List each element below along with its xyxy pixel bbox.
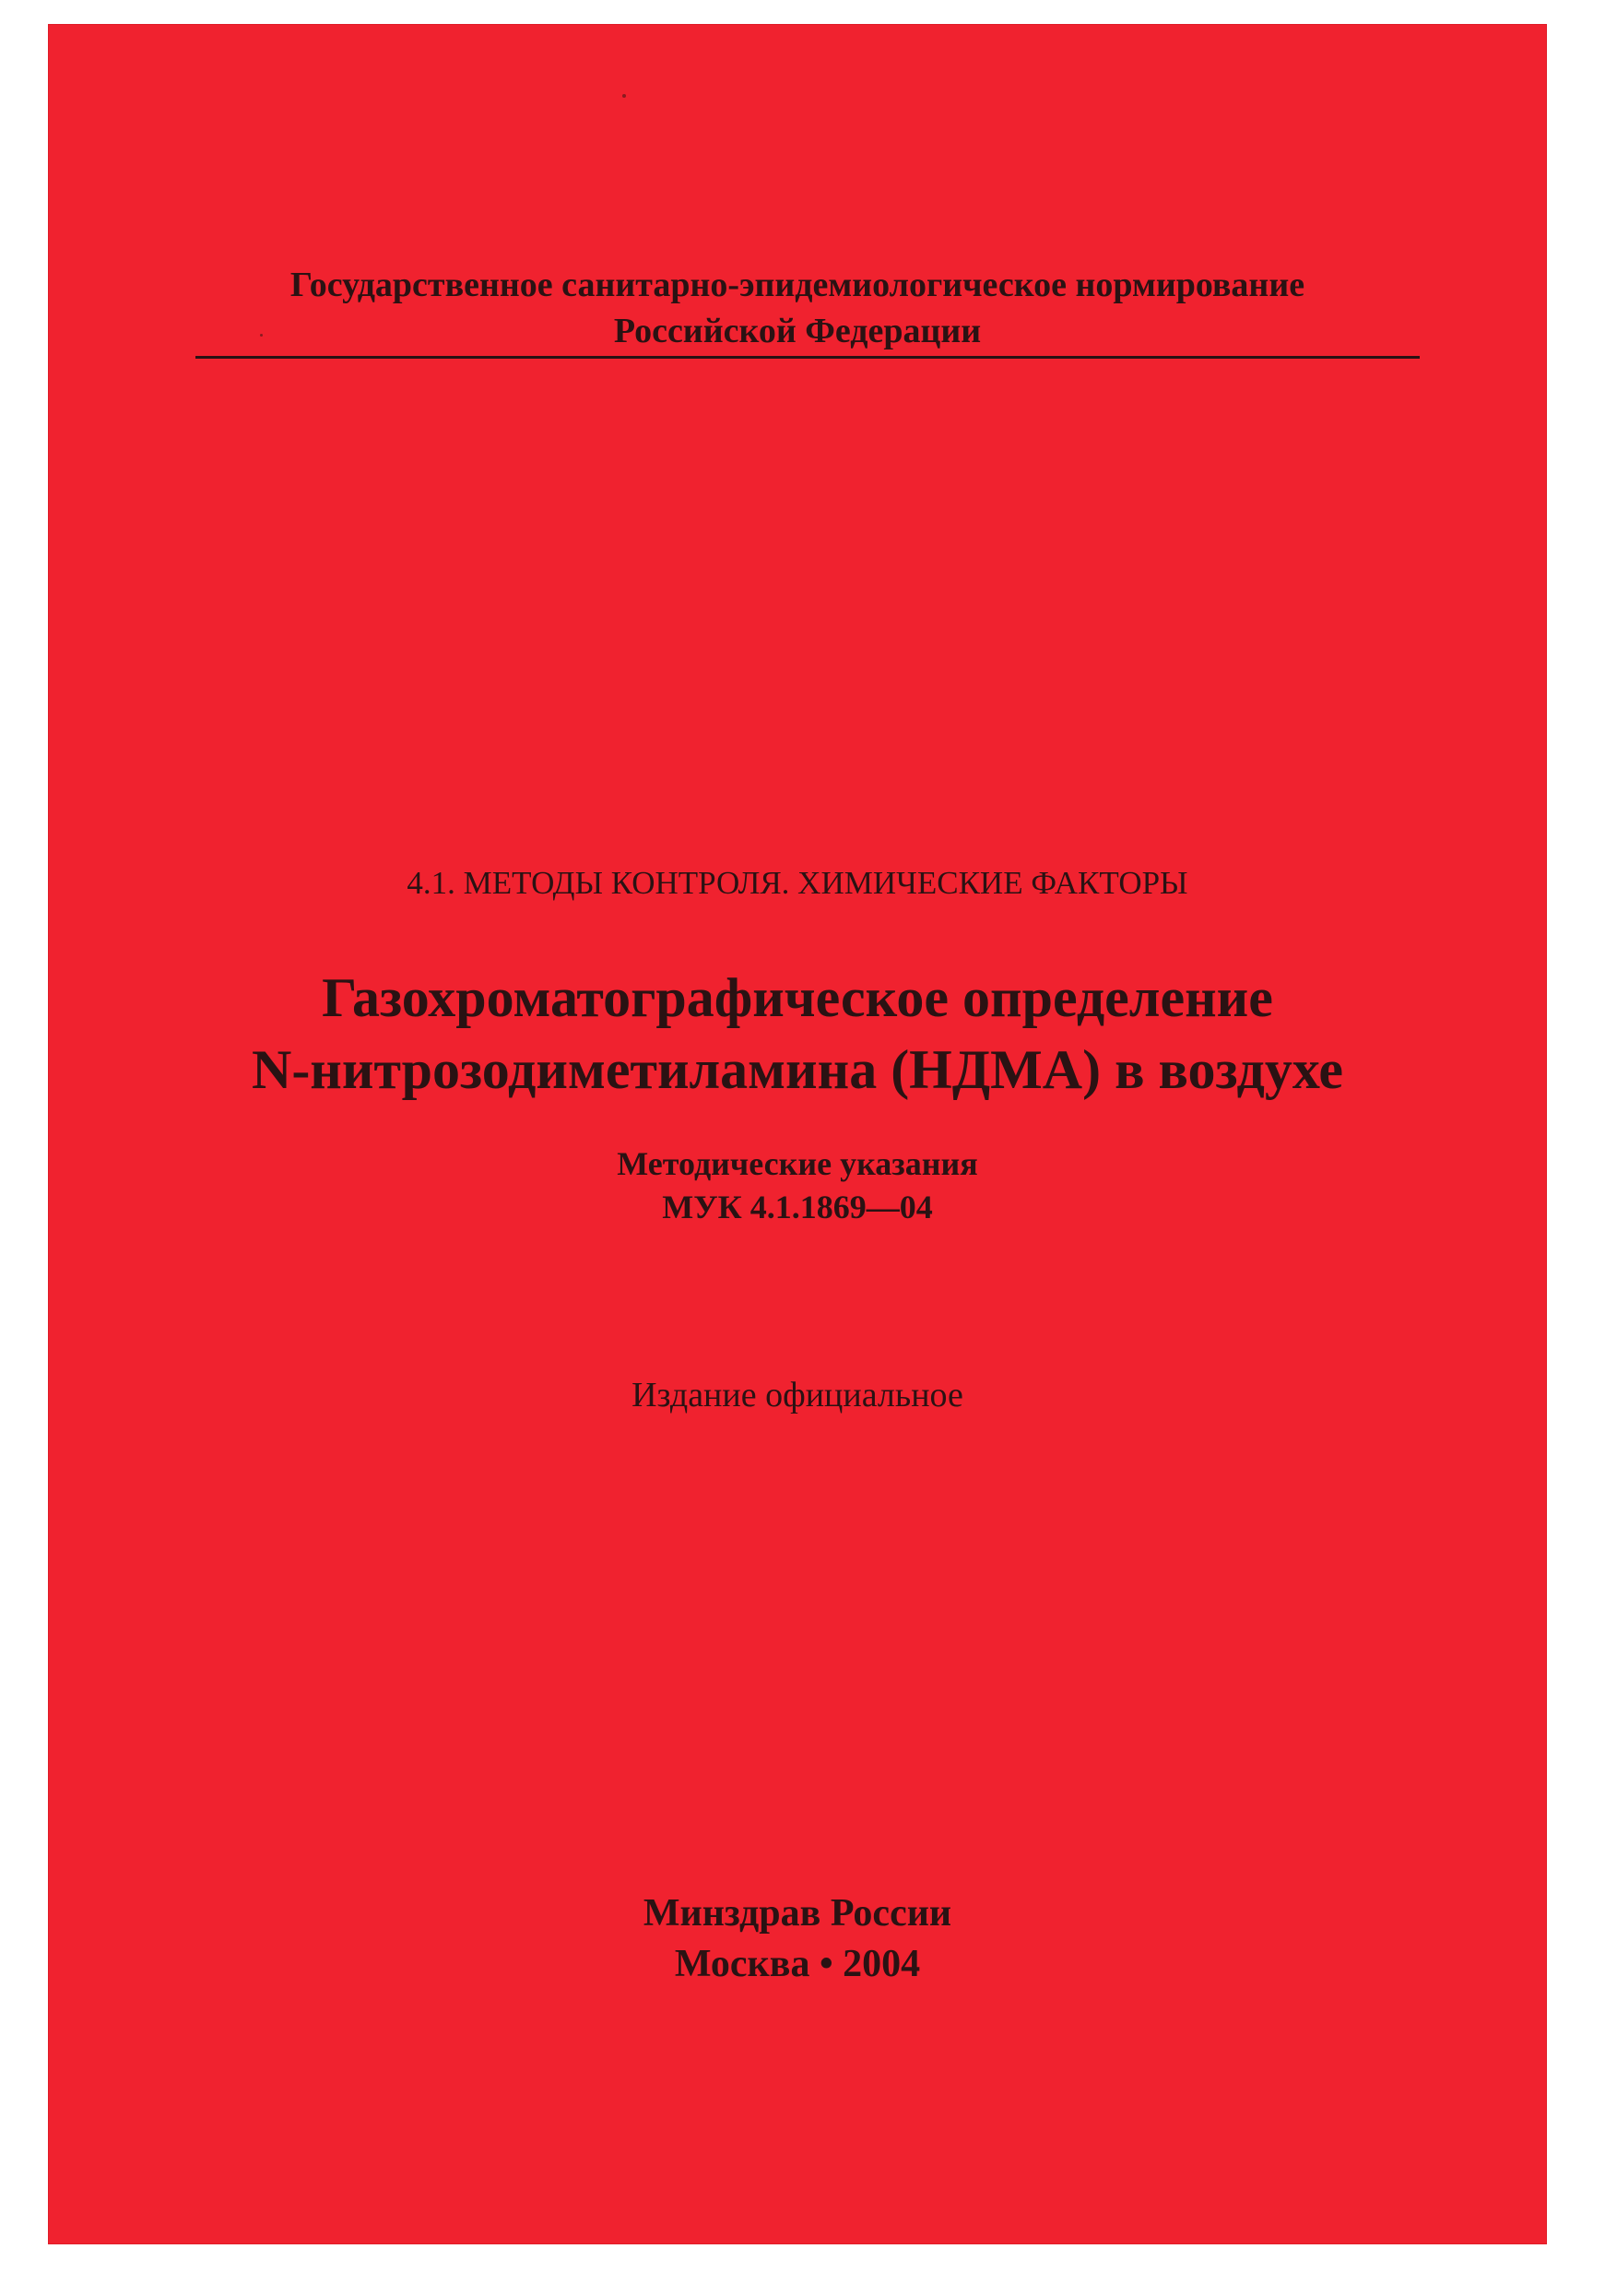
- document-title-line-2: N-нитрозодиметиламина (НДМА) в воздухе: [252, 1039, 1343, 1100]
- edition-note: Издание официальное: [631, 1376, 963, 1414]
- paper-speck: [622, 94, 626, 98]
- book-cover: [48, 24, 1547, 2244]
- publisher-city-year: Москва • 2004: [674, 1943, 921, 1985]
- document-code: МУК 4.1.1869—04: [662, 1189, 933, 1225]
- series-heading: 4.1. МЕТОДЫ КОНТРОЛЯ. ХИМИЧЕСКИЕ ФАКТОРЫ: [407, 865, 1188, 901]
- publisher-name: Минздрав России: [643, 1892, 952, 1935]
- header-divider: [195, 356, 1420, 359]
- issuing-authority-line-1: Государственное санитарно-эпидемиологическое нормирование: [289, 266, 1305, 304]
- document-type: Методические указания: [617, 1145, 978, 1182]
- issuing-authority-line-2: Российской Федерации: [613, 312, 982, 350]
- document-title-line-1: Газохроматографическое определение: [322, 967, 1273, 1028]
- paper-speck: [260, 334, 263, 337]
